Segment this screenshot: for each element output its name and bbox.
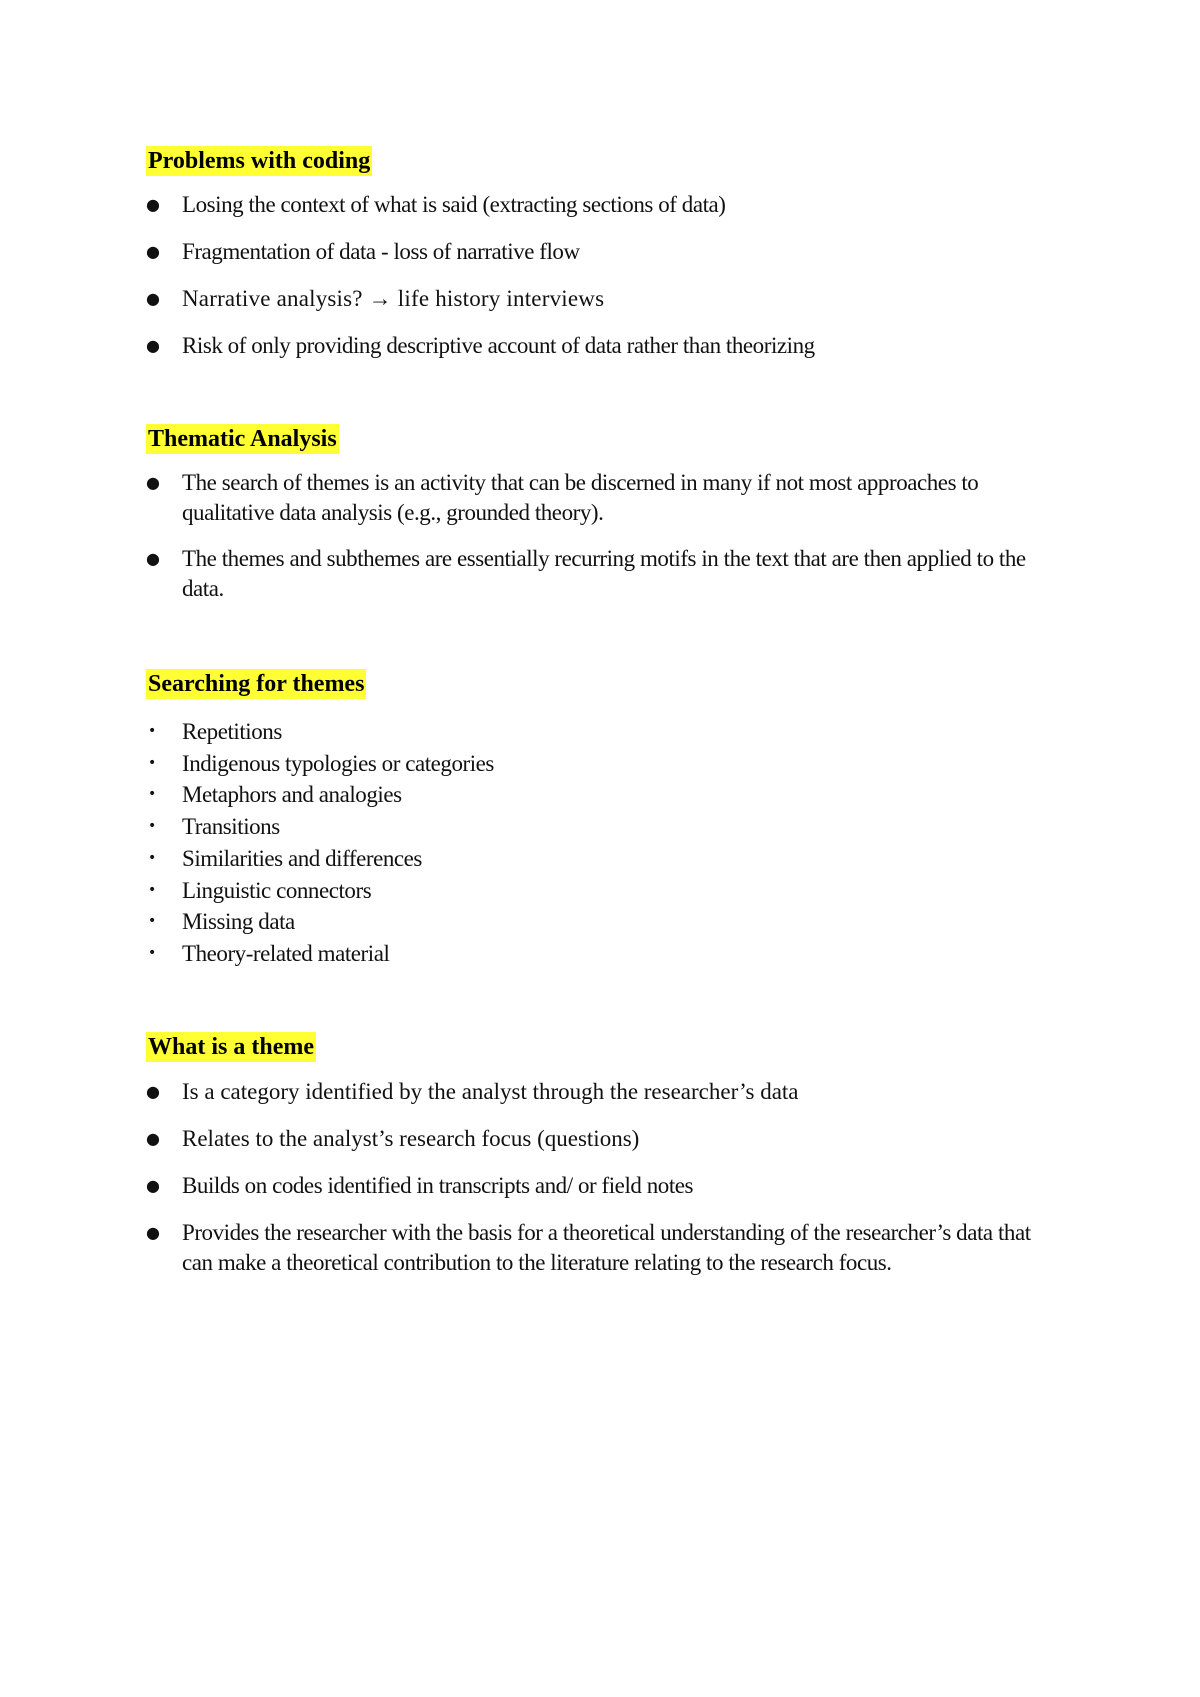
list-item: [146, 875, 1066, 907]
list-item-text: Risk of only providing descriptive account of data rather than theorizing: [182, 333, 815, 358]
list-item-text: Builds on codes identified in transcripts and/ or field notes: [182, 1173, 694, 1198]
section-heading-problems-with-coding: Problems with coding: [148, 148, 371, 174]
list-item: [146, 331, 1066, 361]
bullet-icon: •: [148, 881, 157, 898]
list-item-text: Narrative analysis? → life history interviews: [182, 286, 605, 311]
thematic-analysis-list: [146, 468, 1066, 620]
list-item-text: Similarities and differences: [182, 845, 422, 871]
section-heading-thematic-analysis: Thematic Analysis: [148, 426, 337, 452]
list-item-text: Missing data: [182, 909, 295, 935]
bullet-icon: •: [148, 754, 157, 771]
list-item-text: Losing the context of what is said (extracting sections of data): [182, 192, 726, 217]
bullet-icon: ●: [146, 1223, 160, 1242]
list-item: [146, 1171, 1066, 1201]
list-item-text: Indigenous typologies or categories: [182, 750, 494, 776]
bullet-icon: ●: [146, 1176, 160, 1195]
list-item: [146, 938, 1066, 970]
list-item: [146, 716, 1066, 748]
bullet-icon: •: [148, 849, 157, 866]
list-item-text: Provides the researcher with the basis for a theoretical understanding of the researcher’s data that can make a theoretical contribution to the literature relating to the research focus.: [182, 1220, 1031, 1275]
list-item: [146, 284, 1066, 314]
bullet-icon: •: [148, 944, 157, 961]
bullet-icon: •: [148, 913, 157, 930]
list-item: [146, 237, 1066, 267]
searching-for-themes-list: [146, 716, 1066, 970]
bullet-icon: •: [148, 786, 157, 803]
list-item: [146, 190, 1066, 220]
bullet-icon: ●: [146, 242, 160, 261]
list-item-text: The themes and subthemes are essentially recurring motifs in the text that are then applied to the data.: [182, 546, 1026, 601]
bullet-icon: •: [148, 723, 157, 739]
list-item-text: Fragmentation of data - loss of narrative flow: [182, 239, 580, 264]
bullet-icon: ●: [146, 549, 160, 568]
bullet-icon: ●: [146, 289, 161, 308]
list-item: [146, 1077, 1066, 1107]
list-item-text: The search of themes is an activity that can be discerned in many if not most approaches to qualitative data analysis (e.g., grounded theory).: [182, 470, 979, 525]
bullet-icon: •: [148, 818, 157, 835]
list-item-text: Is a category identified by the analyst through the researcher’s data: [182, 1079, 799, 1104]
list-item: [146, 779, 1066, 811]
list-item: [146, 1218, 1066, 1278]
list-item-text: Linguistic connectors: [182, 877, 372, 903]
problems-list: [146, 190, 1066, 378]
list-item-text: Repetitions: [182, 719, 282, 744]
list-item-text: Relates to the analyst’s research focus (questions): [182, 1126, 640, 1151]
bullet-icon: ●: [146, 1082, 160, 1101]
list-item: [146, 468, 1066, 528]
list-item: [146, 1124, 1066, 1154]
section-heading-what-is-a-theme: What is a theme: [148, 1034, 314, 1060]
section-heading-searching-for-themes: Searching for themes: [148, 671, 365, 697]
list-item-text: Metaphors and analogies: [182, 782, 402, 808]
bullet-icon: ●: [146, 195, 160, 214]
list-item: [146, 748, 1066, 780]
bullet-icon: ●: [146, 1129, 160, 1148]
list-item: [146, 544, 1066, 604]
list-item: [146, 811, 1066, 843]
what-is-a-theme-list: [146, 1077, 1066, 1295]
bullet-icon: ●: [146, 336, 160, 355]
list-item-text: Theory-related material: [182, 940, 390, 966]
bullet-icon: ●: [146, 473, 160, 492]
list-item: [146, 906, 1066, 938]
list-item-text: Transitions: [182, 814, 280, 840]
list-item: [146, 843, 1066, 875]
